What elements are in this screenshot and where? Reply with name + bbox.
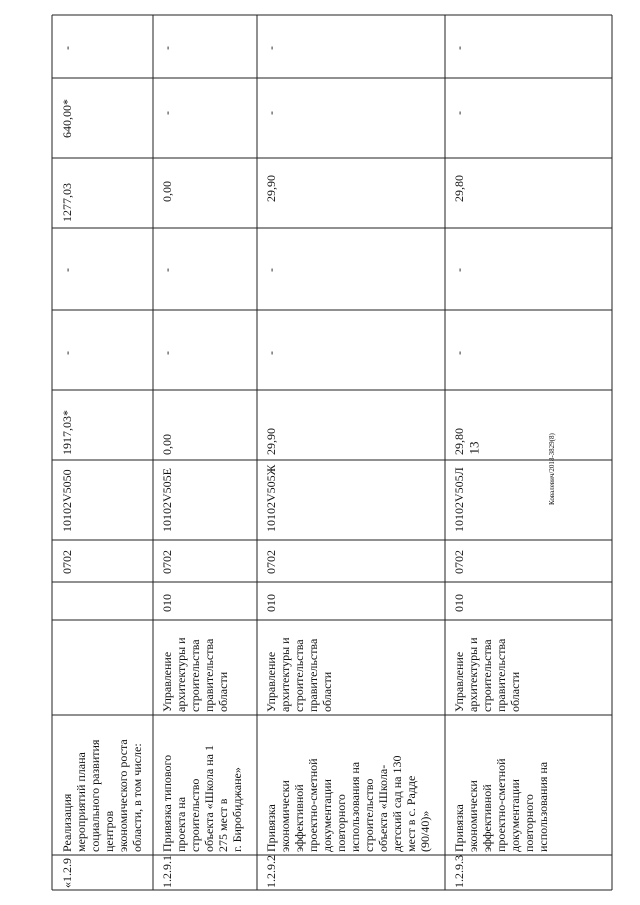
row-3-rz: 0702 [264, 550, 278, 574]
row-4-c3: 29,80 [452, 175, 466, 202]
row-3-c1: - [264, 351, 278, 355]
row-4-c2: - [452, 268, 466, 272]
row-1-c3: 1277,03 [60, 183, 74, 222]
row-4-id: 1.2.9.3 [452, 855, 466, 888]
row-4-rz: 0702 [452, 550, 466, 574]
row-1-csr: 10102V5050 [60, 469, 74, 532]
row-4-text: Привязка экономически эффективной проектно-сметной документации повторного использования на [452, 758, 550, 852]
row-1-c4: 640,00* [60, 99, 74, 138]
row-1-rz: 0702 [60, 550, 74, 574]
row-3-csr: 10102V505Ж [264, 464, 278, 532]
row-3-executor: Управление архитектуры и строительства правительства области [264, 637, 334, 712]
row-3-c3: 29,90 [264, 175, 278, 202]
row-4-c5: - [452, 46, 466, 50]
row-2-rz: 0702 [160, 550, 174, 574]
row-3-total: 29,90 [264, 428, 278, 455]
row-3-text: Привязка экономически эффективной проектно-сметной документации повторного использования на строительство объекта «Школа- детский сад на 130 мест в с. Радде (90/40)» [264, 755, 432, 852]
row-3-c2: - [264, 268, 278, 272]
row-3-grbs: 010 [264, 594, 278, 612]
row-4-c4: - [452, 111, 466, 115]
row-2-c1: - [160, 351, 174, 355]
row-2-c2: - [160, 268, 174, 272]
document-footer: Ковалевич/2018-3829(8) [548, 433, 556, 505]
row-1-c2: - [60, 268, 74, 272]
row-2-grbs: 010 [160, 594, 174, 612]
row-2-csr: 10102V505E [160, 468, 174, 532]
row-2-c4: - [160, 111, 174, 115]
row-1-c1: - [60, 351, 74, 355]
page-number: 13 [466, 441, 482, 455]
row-2-c3: 0,00 [160, 181, 174, 202]
row-3-id: 1.2.9.2 [264, 855, 278, 888]
row-2-c5: - [160, 46, 174, 50]
row-4-executor: Управление архитектуры и строительства правительства области [452, 637, 522, 712]
row-2-id: 1.2.9.1 [160, 855, 174, 888]
row-3-c5: - [264, 46, 278, 50]
row-1-c5: - [60, 46, 74, 50]
row-4-grbs: 010 [452, 594, 466, 612]
row-1-id: «1.2.9 [60, 858, 74, 888]
row-2-total: 0,00 [160, 434, 174, 455]
row-4-csr: 10102V505Л [452, 467, 466, 532]
row-1-text: Реализация мероприятий плана социального развития центров экономического роста области, в том числе: [60, 739, 144, 852]
row-4-total: 29,80 [452, 428, 466, 455]
row-4-c1: - [452, 351, 466, 355]
row-2-text: Привязка типового проекта на строительство объекта «Школа на 1 275 мест в г. Биробиджане» [160, 745, 244, 852]
row-3-c4: - [264, 111, 278, 115]
row-1-total: 1917,03* [60, 410, 74, 455]
row-2-executor: Управление архитектуры и строительства правительства области [160, 637, 230, 712]
